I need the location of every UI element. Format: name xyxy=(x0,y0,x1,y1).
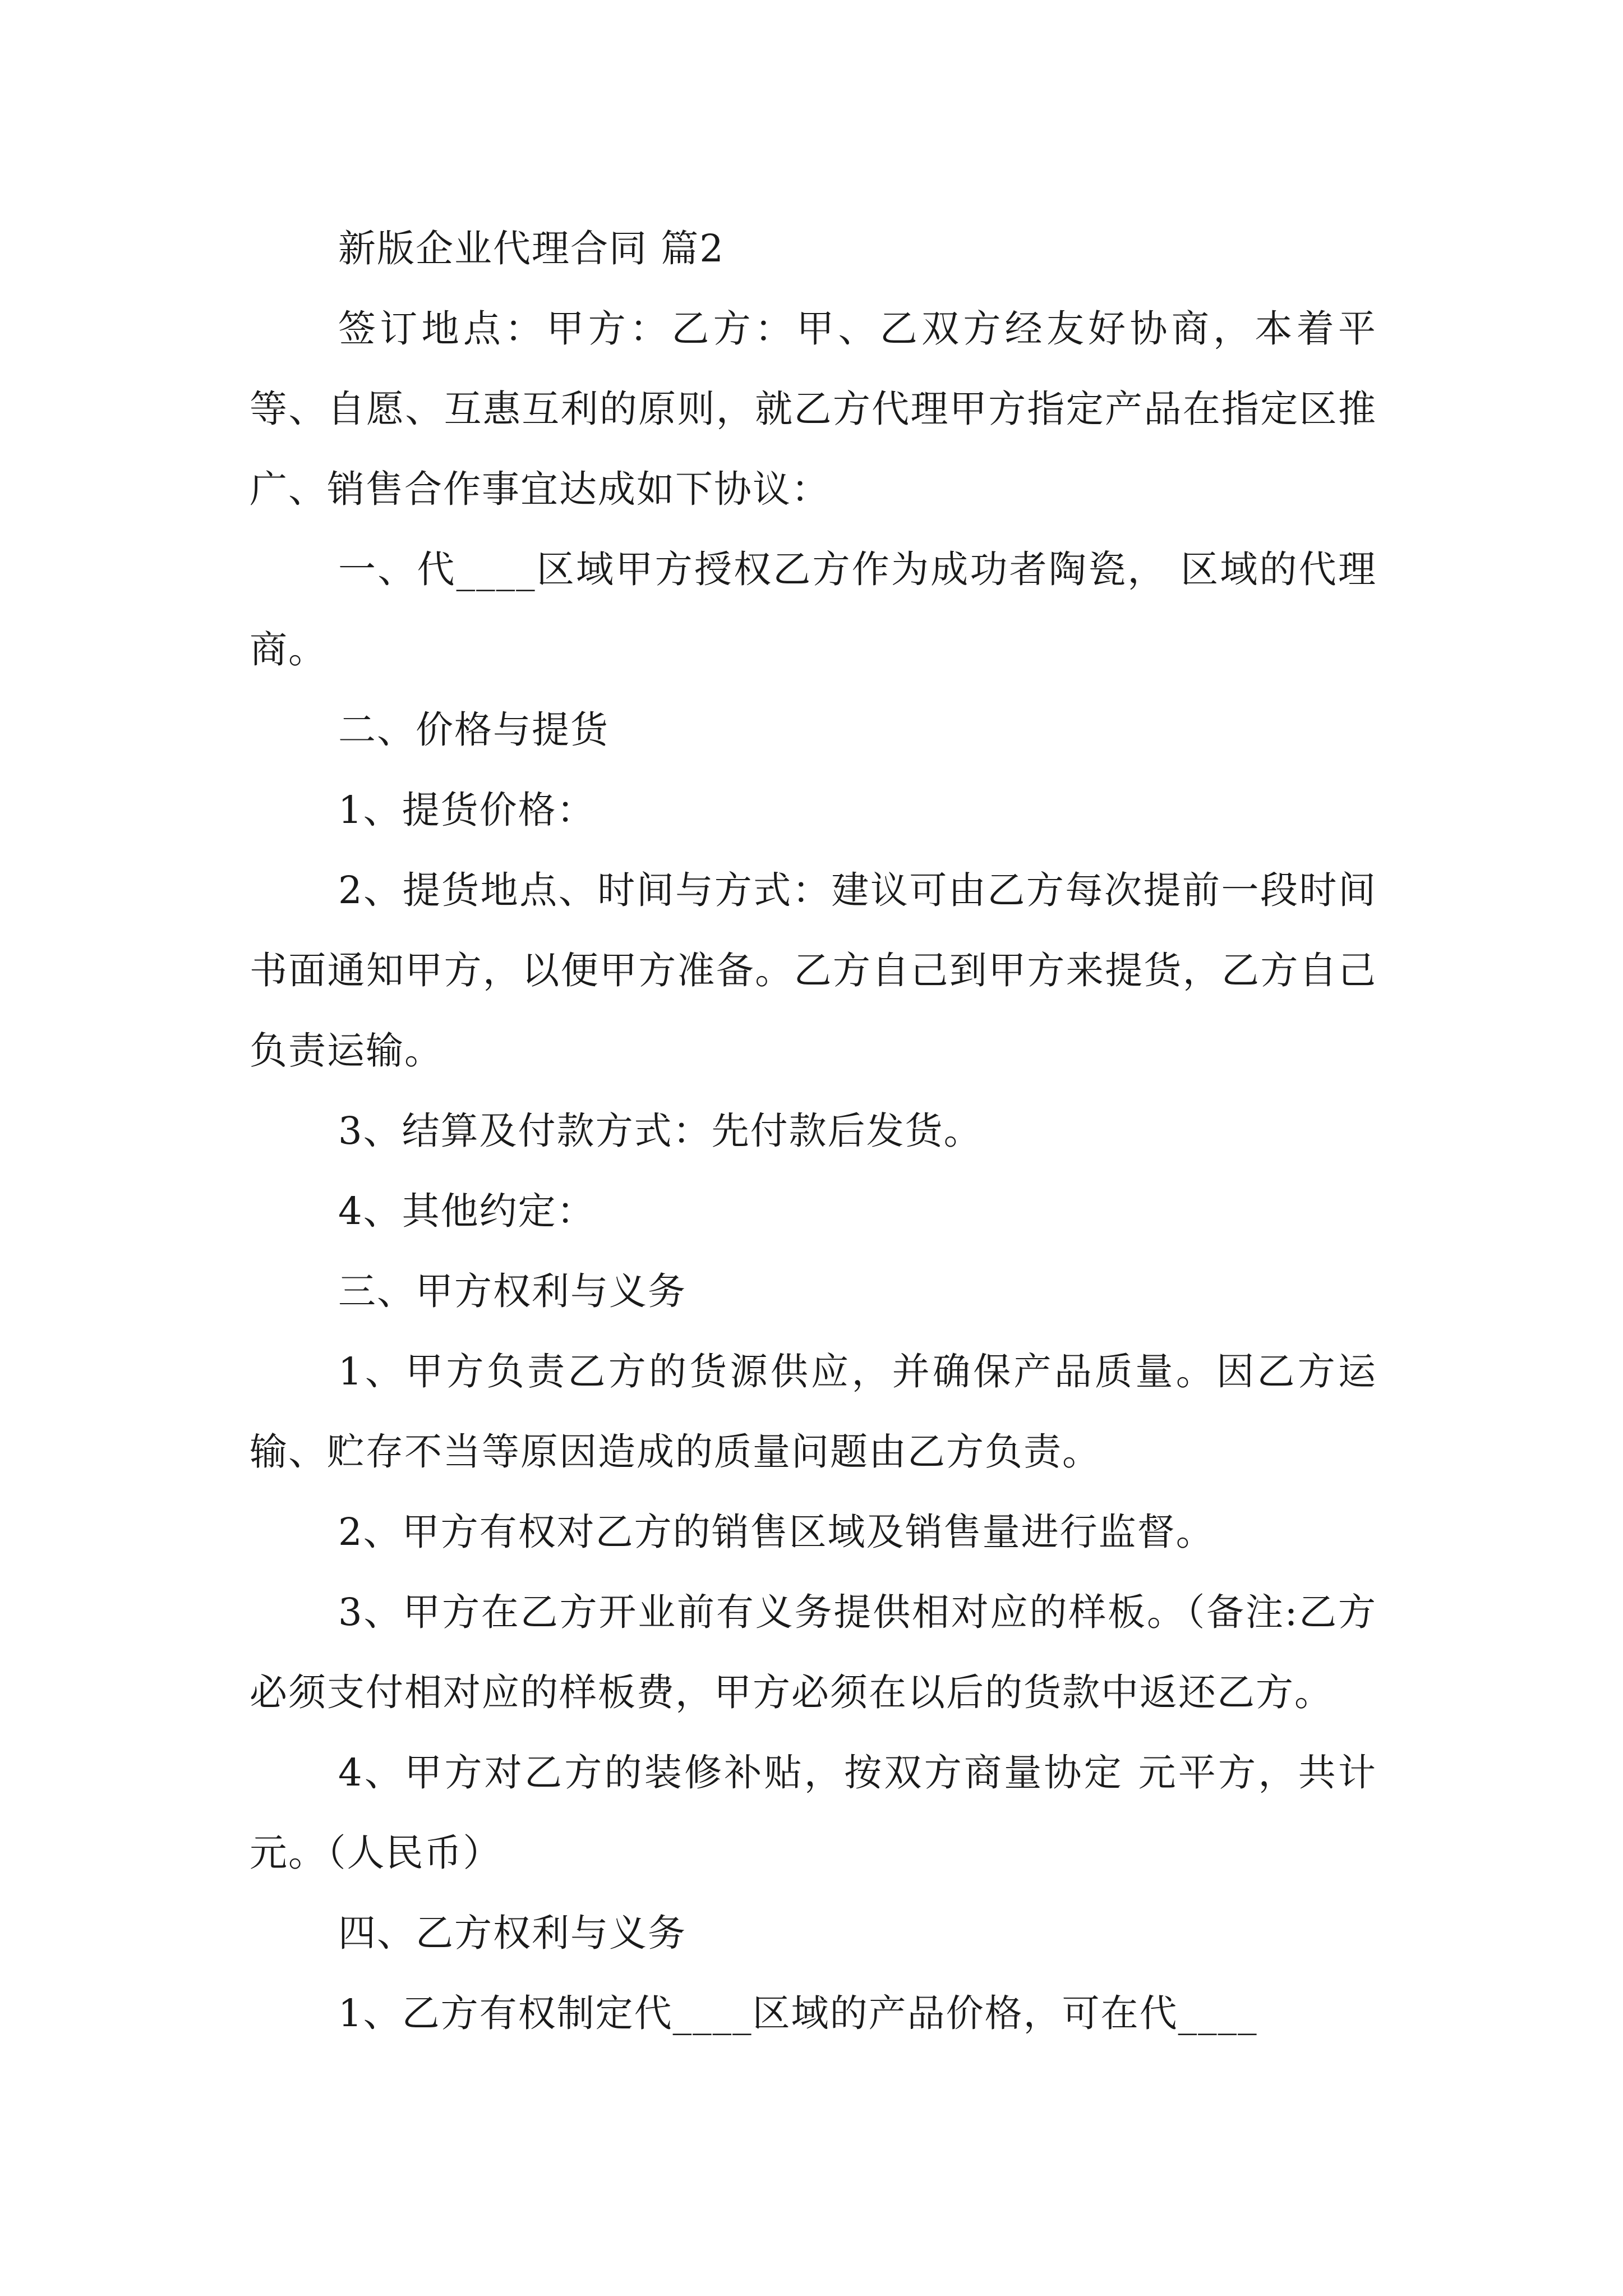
paragraph-2-3: 3、结算及付款方式：先付款后发货。 xyxy=(338,1109,983,1153)
heading-article-2: 二、价格与提货 xyxy=(338,708,609,752)
heading-article-3: 三、甲方权利与义务 xyxy=(338,1269,686,1313)
paragraph-signing-place: 签订地点：甲方：乙方：甲、乙双方经友好协商，本着平等、自愿、互惠互利的原则，就乙方代理甲方指定产品在指定区推广、销售合作事宜达成如下协议： xyxy=(250,307,1377,511)
paragraph-article-1: 一、代____区域甲方授权乙方作为成功者陶瓷， 区域的代理商。 xyxy=(250,547,1377,671)
paragraph-2-4: 4、其他约定： xyxy=(338,1189,596,1233)
document-title: 新版企业代理合同 篇2 xyxy=(338,227,725,270)
paragraph-3-2: 2、甲方有权对乙方的销售区域及销售量进行监督。 xyxy=(338,1510,1215,1554)
document-body xyxy=(250,209,1377,2054)
paragraph-2-2: 2、提货地点、时间与方式：建议可由乙方每次提前一段时间书面通知甲方，以便甲方准备。乙方自己到甲方来提货，乙方自己负责运输。 xyxy=(250,868,1377,1073)
paragraph-2-1: 1、提货价格： xyxy=(338,788,596,832)
heading-article-4: 四、乙方权利与义务 xyxy=(338,1911,686,1955)
paragraph-3-1: 1、甲方负责乙方的货源供应，并确保产品质量。因乙方运输、贮存不当等原因造成的质量问题由乙方负责。 xyxy=(250,1350,1377,1474)
paragraph-3-3: 3、甲方在乙方开业前有义务提供相对应的样板。（备注:乙方必须支付相对应的样板费，甲方必须在以后的货款中返还乙方。 xyxy=(250,1590,1377,1714)
paragraph-3-4: 4、甲方对乙方的装修补贴，按双方商量协定 元平方，共计 元。（人民币） xyxy=(250,1751,1377,1875)
paragraph-4-1: 1、乙方有权制定代____区域的产品价格，可在代____ xyxy=(338,1991,1258,2035)
